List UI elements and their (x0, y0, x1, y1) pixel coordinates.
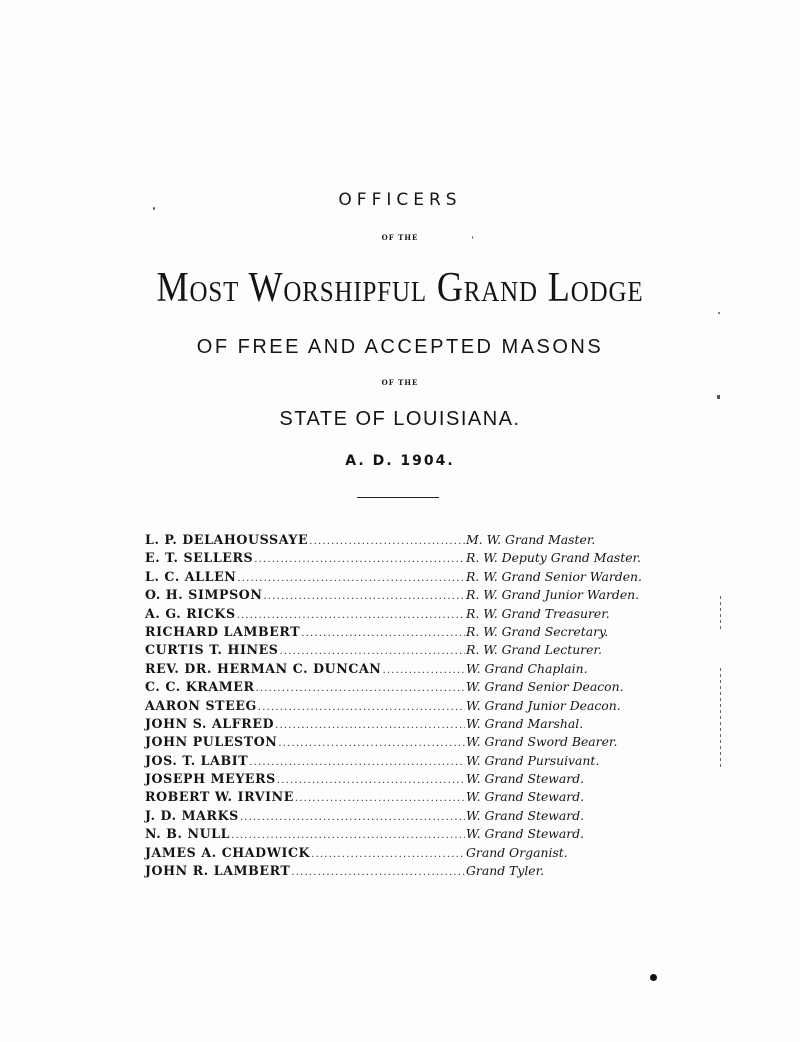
heading-officers: OFFICERS (338, 190, 462, 210)
officer-row (145, 587, 657, 605)
officer-office: W. Grand Steward. (466, 771, 585, 787)
officer-row (145, 679, 657, 697)
officer-row (145, 771, 657, 789)
officer-row (145, 606, 657, 624)
officer-row (145, 698, 657, 716)
heading-of-the-second: OF THE (381, 378, 419, 387)
scan-speck (472, 236, 473, 239)
dot-leader (311, 849, 465, 860)
officer-name: J. D. MARKS (145, 807, 239, 823)
dot-leader (256, 683, 465, 694)
heading-of-the: OF THE (381, 233, 419, 242)
dot-leader (295, 793, 465, 804)
officer-row (145, 550, 657, 568)
officer-office: Grand Tyler. (466, 863, 545, 879)
officer-row (145, 863, 657, 881)
dot-leader (277, 775, 465, 786)
scan-margin-line (720, 668, 721, 768)
officer-name: JOHN PULESTON (145, 734, 278, 750)
officer-name: REV. DR. HERMAN C. DUNCAN (145, 660, 382, 676)
officer-row (145, 532, 657, 550)
officer-office: R. W. Grand Senior Warden. (466, 568, 642, 584)
officer-name: RICHARD LAMBERT (145, 623, 301, 639)
officers-roster (145, 532, 657, 881)
scan-ink-dot (650, 974, 657, 981)
officer-office: W. Grand Chaplain. (466, 660, 588, 676)
officer-office: W. Grand Senior Deacon. (466, 679, 624, 695)
officer-office: W. Grand Steward. (466, 807, 585, 823)
dot-leader (278, 738, 465, 749)
officer-name: CURTIS T. HINES (145, 642, 279, 658)
dot-leader (237, 610, 465, 621)
scan-margin-line (720, 596, 721, 630)
officer-row (145, 826, 657, 844)
officer-name: L. P. DELAHOUSSAYE (145, 532, 309, 547)
heading-lodge-name: Most Worshipful Grand Lodge (156, 265, 644, 311)
officer-office: R. W. Grand Secretary. (466, 623, 609, 639)
officer-office: M. W. Grand Master. (466, 532, 596, 547)
officer-row (145, 808, 657, 826)
divider-rule (357, 497, 439, 498)
dot-leader (301, 628, 465, 639)
officer-row (145, 569, 657, 587)
dot-leader (249, 757, 465, 768)
officer-row (145, 716, 657, 734)
dot-leader (280, 646, 465, 657)
officer-office: R. W. Grand Lecturer. (466, 642, 602, 658)
officer-name: E. T. SELLERS (145, 550, 254, 566)
officer-office: R. W. Grand Treasurer. (466, 605, 610, 621)
officer-name: JOHN S. ALFRED (145, 715, 275, 731)
officer-office: R. W. Grand Junior Warden. (466, 587, 640, 603)
officer-office: R. W. Deputy Grand Master. (466, 550, 642, 566)
officer-office: Grand Organist. (466, 844, 568, 860)
officer-name: O. H. SIMPSON (145, 587, 263, 603)
scan-speck (153, 207, 155, 210)
officer-row (145, 734, 657, 752)
dot-leader (382, 665, 465, 676)
officer-row (145, 642, 657, 660)
dot-leader (231, 830, 465, 841)
officer-office: W. Grand Pursuivant. (466, 752, 600, 768)
officer-office: W. Grand Sword Bearer. (466, 734, 618, 750)
officer-office: W. Grand Junior Deacon. (466, 697, 621, 713)
dot-leader (258, 702, 465, 713)
officer-name: JOS. T. LABIT (145, 752, 249, 768)
officer-row (145, 845, 657, 863)
dot-leader (309, 536, 465, 547)
officer-name: L. C. ALLEN (145, 568, 237, 584)
dot-leader (254, 554, 465, 565)
officer-name: C. C. KRAMER (145, 679, 255, 695)
dot-leader (237, 573, 465, 584)
dot-leader (291, 867, 465, 878)
officer-name: JAMES A. CHADWICK (145, 844, 311, 860)
scan-speck (718, 312, 720, 314)
officer-row (145, 624, 657, 642)
officer-name: ROBERT W. IRVINE (145, 789, 294, 805)
scan-speck (717, 395, 720, 399)
officer-name: JOSEPH MEYERS (145, 771, 276, 787)
heading-masons: OF FREE AND ACCEPTED MASONS (196, 336, 604, 358)
officer-name: AARON STEEG (145, 697, 257, 713)
heading-state: STATE OF LOUISIANA. (279, 408, 521, 430)
dot-leader (240, 812, 465, 823)
heading-year: A. D. 1904. (345, 453, 455, 469)
dot-leader (263, 591, 465, 602)
officer-row (145, 789, 657, 807)
dot-leader (275, 720, 465, 731)
officer-name: A. G. RICKS (145, 605, 236, 621)
officer-name: JOHN R. LAMBERT (145, 863, 291, 879)
officer-office: W. Grand Marshal. (466, 715, 584, 731)
officer-office: W. Grand Steward. (466, 826, 585, 842)
officer-office: W. Grand Steward. (466, 789, 585, 805)
officer-row (145, 661, 657, 679)
officer-name: N. B. NULL (145, 826, 231, 842)
officer-row (145, 753, 657, 771)
